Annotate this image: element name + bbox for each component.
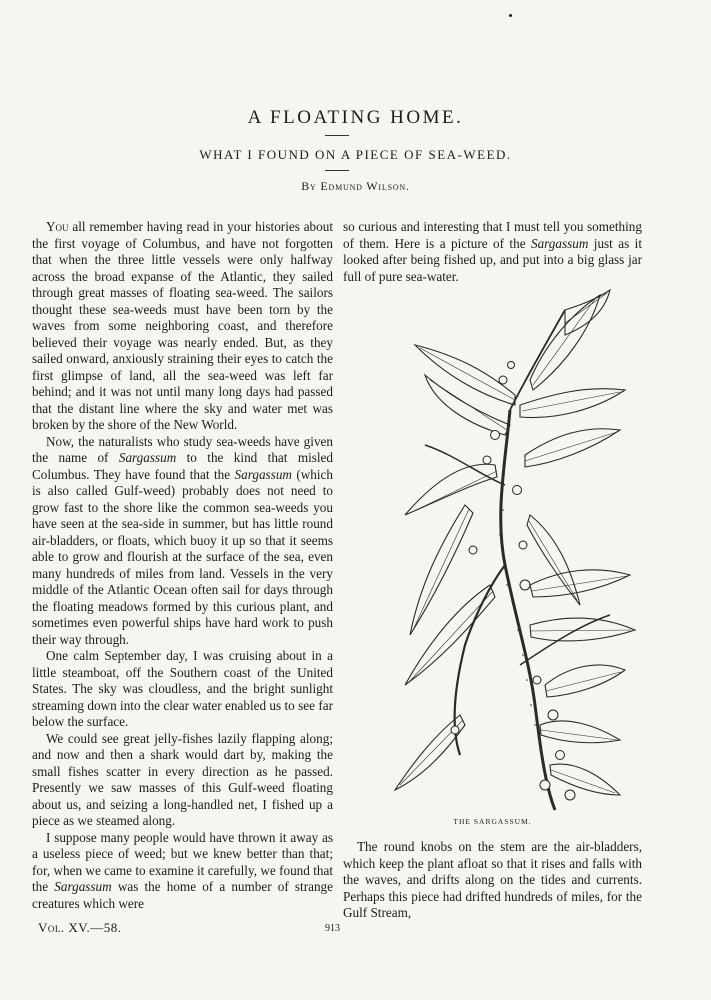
paragraph-1-text: all remember having read in your histories about the first voyage of Columbus, and have not forgotten that when the three little vessels were only halfway across the broad expanse of the Atlantic, they sailed through great masses of floating sea-weed. The sailors thought these sea-weeds must have been torn by the waves from some neighboring coast, and therefore believed their voyage was nearly ended. But, as they sailed onward, anxiously straining their eyes to catch the first glimpse of land, all the sea-weed was left far behind; and it was not until many long days had passed that the distant line where the sky and water met was broken by the shore of the New World. xyxy=(32,219,333,432)
rt-text-c: just as it looked after being fished up, and put into a big glass jar full of pure sea-water. xyxy=(343,235,642,284)
subtitle-rule xyxy=(325,170,349,171)
paragraph-continued xyxy=(343,219,642,285)
right-column-bottom xyxy=(343,839,642,922)
rt-italic-sargassum: Sargassum xyxy=(530,235,589,251)
article-title: A FLOATING HOME. xyxy=(247,107,464,128)
left-column xyxy=(32,219,333,912)
paragraph-5 xyxy=(32,830,333,913)
p2-text-a: Now, the naturalists who study sea-weeds have given the name of xyxy=(32,433,333,465)
paragraph-2 xyxy=(32,434,333,649)
p2-italic-sargassum-1: Sargassum xyxy=(118,450,177,465)
sargassum-illustration xyxy=(355,285,640,815)
p5-italic-sargassum: Sargassum xyxy=(54,879,112,894)
article-subtitle: WHAT I FOUND ON A PIECE OF SEA-WEED. xyxy=(199,147,512,162)
ink-speck xyxy=(509,14,512,17)
paragraph-3: One calm September day, I was cruising about in a little steamboat, off the Southern coast of the United States. The sky was cloudless, and the bright sunlight streaming down into the clear water enabled us to see far below the surface. xyxy=(32,648,333,729)
title-rule xyxy=(325,135,349,136)
p2-italic-sargassum-2: Sargassum xyxy=(234,466,292,482)
p5-text-a: I suppose many people would have thrown it away as a useless piece of weed; but we knew better than that; for, when we came to examine it carefully, we found that the xyxy=(32,829,333,894)
rt-text-a: so curious and interesting that I must tell you something of them. Here is a picture of the xyxy=(343,219,642,251)
page-number: 913 xyxy=(325,923,340,934)
right-column-top xyxy=(343,219,642,285)
p2-text-e: (which is also called Gulf-weed) probably does not need to grow fast to the shore like the common sea-weeds you have seen at the sea-side in summer, but has little round air-bladders, or floats, which buoy it up so that it seems able to grow and flourish at the surface of the sea, even many hundreds of miles from land. Vessels in the very middle of the Atlantic Ocean often sail for days through the floating meadows formed by this curious plant, and sometimes even powerful ships have hard work to push their way through. xyxy=(32,466,333,647)
volume-footer: Vol. XV.—58. xyxy=(38,920,122,935)
article-byline: By Edmund Wilson. xyxy=(301,179,410,193)
opening-word: You xyxy=(46,219,69,234)
paragraph-4: We could see great jelly-fishes lazily flapping along; and now and then a shark would dart by, making the small fishes scatter in every direction as he passed. Presently we saw masses of this Gulf-weed floating about us, and seizing a long-handled net, I fished up a piece as we steamed along. xyxy=(32,730,333,828)
p5-text-c: was the home of a number of strange creatures which were xyxy=(32,879,333,911)
paragraph-air-bladders: The round knobs on the stem are the air-bladders, which keep the plant afloat so that it rises and falls with the waves, and drifts along on the tides and currents. Perhaps this piece had drifted hundreds of miles, for the Gulf Stream, xyxy=(343,839,642,920)
paragraph-1 xyxy=(32,219,333,434)
p2-text-c: to the kind that misled Columbus. They have found that the xyxy=(32,450,333,482)
figure-caption: THE SARGASSUM. xyxy=(453,817,532,826)
